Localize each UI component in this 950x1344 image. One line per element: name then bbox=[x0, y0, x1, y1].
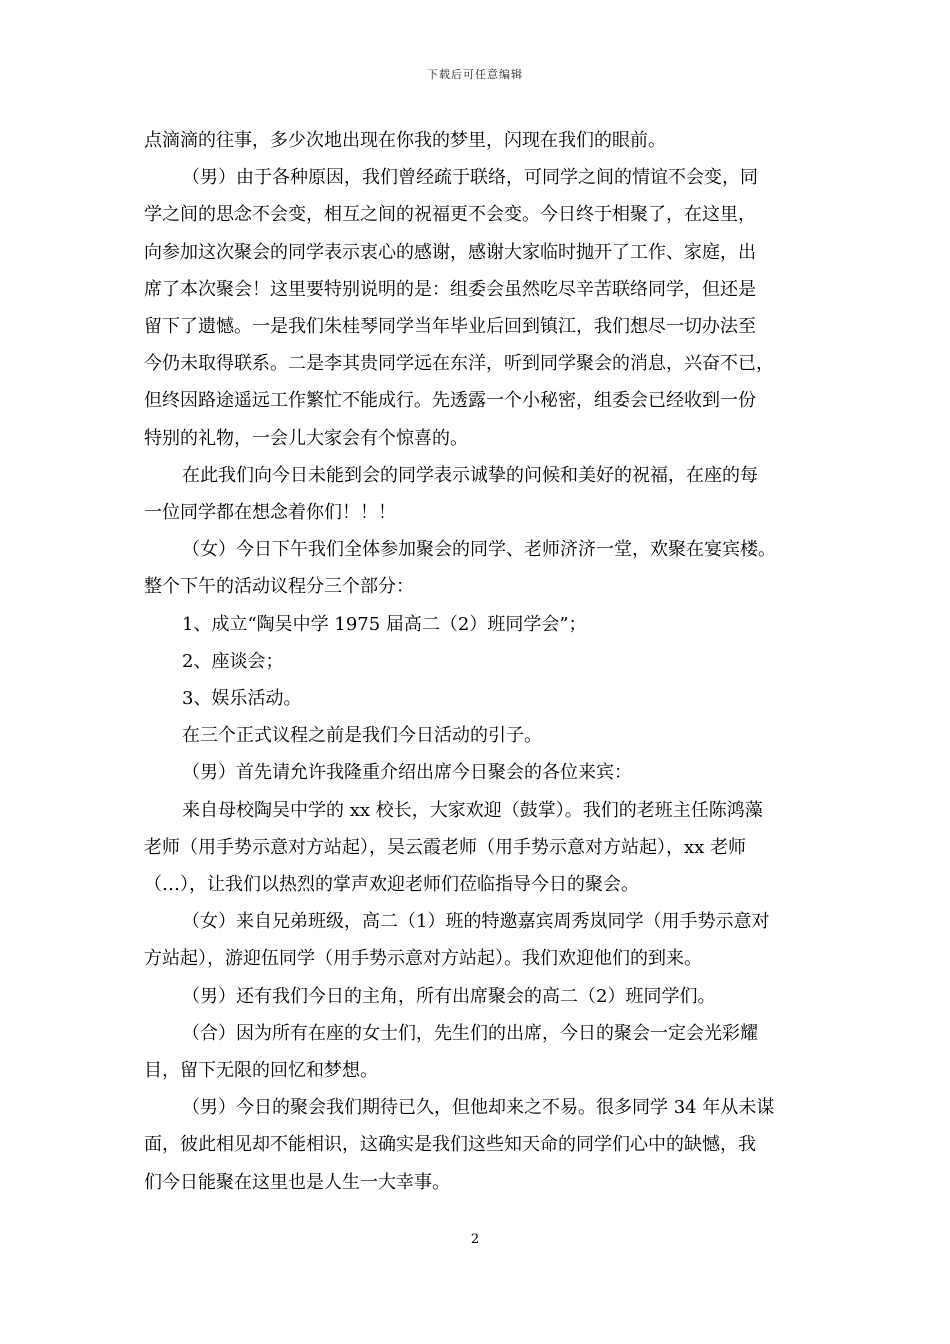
text-line: 向参加这次聚会的同学表示衷心的感谢，感谢大家临时抛开了工作、家庭，出 bbox=[144, 241, 756, 263]
text-line: 点滴滴的往事，多少次地出现在你我的梦里，闪现在我们的眼前。 bbox=[144, 130, 666, 151]
text-line: 老师（用手势示意对方站起），吴云霞老师（用手势示意对方站起），xx 老师 bbox=[144, 836, 747, 858]
text-line: （男）首先请允许我隆重介绍出席今日聚会的各位来宾： bbox=[182, 762, 632, 784]
text-line: （合）因为所有在座的女士们，先生们的出席，今日的聚会一定会光彩耀 bbox=[182, 1022, 758, 1044]
text-line: （女）今日下午我们全体参加聚会的同学、老师济济一堂，欢聚在宴宾楼。 bbox=[182, 539, 776, 561]
text-line: （男）还有我们今日的主角，所有出席聚会的高二（2）班同学们。 bbox=[182, 985, 716, 1007]
document-body bbox=[144, 122, 808, 1201]
text-line: 方站起），游迎伍同学（用手势示意对方站起）。我们欢迎他们的到来。 bbox=[144, 948, 702, 970]
text-line: 3、娱乐活动。 bbox=[182, 688, 302, 710]
text-line: 今仍未取得联系。二是李其贵同学远在东洋，听到同学聚会的消息，兴奋不已， bbox=[144, 353, 774, 375]
text-line: 整个下午的活动议程分三个部分： bbox=[144, 576, 414, 598]
text-line: 目，留下无限的回忆和梦想。 bbox=[144, 1060, 378, 1082]
text-line: （…），让我们以热烈的掌声欢迎老师们莅临指导今日的聚会。 bbox=[144, 874, 639, 896]
text-line: 席了本次聚会！这里要特别说明的是：组委会虽然吃尽辛苦联络同学，但还是 bbox=[144, 278, 756, 300]
page-header: 下载后可任意编辑 bbox=[427, 68, 523, 81]
text-line: （男）由于各种原因，我们曾经疏于联络，可同学之间的情谊不会变，同 bbox=[182, 167, 758, 189]
text-line: （女）来自兄弟班级，高二（1）班的特邀嘉宾周秀岚同学（用手势示意对 bbox=[182, 911, 770, 933]
page-number: 2 bbox=[470, 1232, 480, 1247]
text-line: 在此我们向今日未能到会的同学表示诚挚的问候和美好的祝福，在座的每 bbox=[182, 464, 758, 486]
text-line: 留下了遗憾。一是我们朱桂琴同学当年毕业后回到镇江，我们想尽一切办法至 bbox=[144, 316, 756, 338]
text-line: 1、成立“陶吴中学 1975 届高二（2）班同学会”； bbox=[182, 613, 587, 635]
text-line: 一位同学都在想念着你们！！！ bbox=[144, 502, 396, 524]
text-line: 在三个正式议程之前是我们今日活动的引子。 bbox=[182, 725, 542, 747]
text-line: 学之间的思念不会变，相互之间的祝福更不会变。今日终于相聚了，在这里， bbox=[144, 204, 756, 226]
text-line: 特别的礼物，一会儿大家会有个惊喜的。 bbox=[144, 427, 468, 449]
text-line: 但终因路途遥远工作繁忙不能成行。先透露一个小秘密，组委会已经收到一份 bbox=[144, 390, 756, 412]
text-line: 面，彼此相见却不能相识，这确实是我们这些知天命的同学们心中的缺憾，我 bbox=[144, 1134, 756, 1156]
text-line: 2、座谈会； bbox=[182, 650, 284, 672]
text-line: （男）今日的聚会我们期待已久，但他却来之不易。很多同学 34 年从未谋 bbox=[182, 1097, 775, 1119]
text-line: 来自母校陶吴中学的 xx 校长，大家欢迎（鼓掌）。我们的老班主任陈鸿藻 bbox=[182, 799, 763, 821]
text-line: 们今日能聚在这里也是人生一大幸事。 bbox=[144, 1171, 450, 1193]
